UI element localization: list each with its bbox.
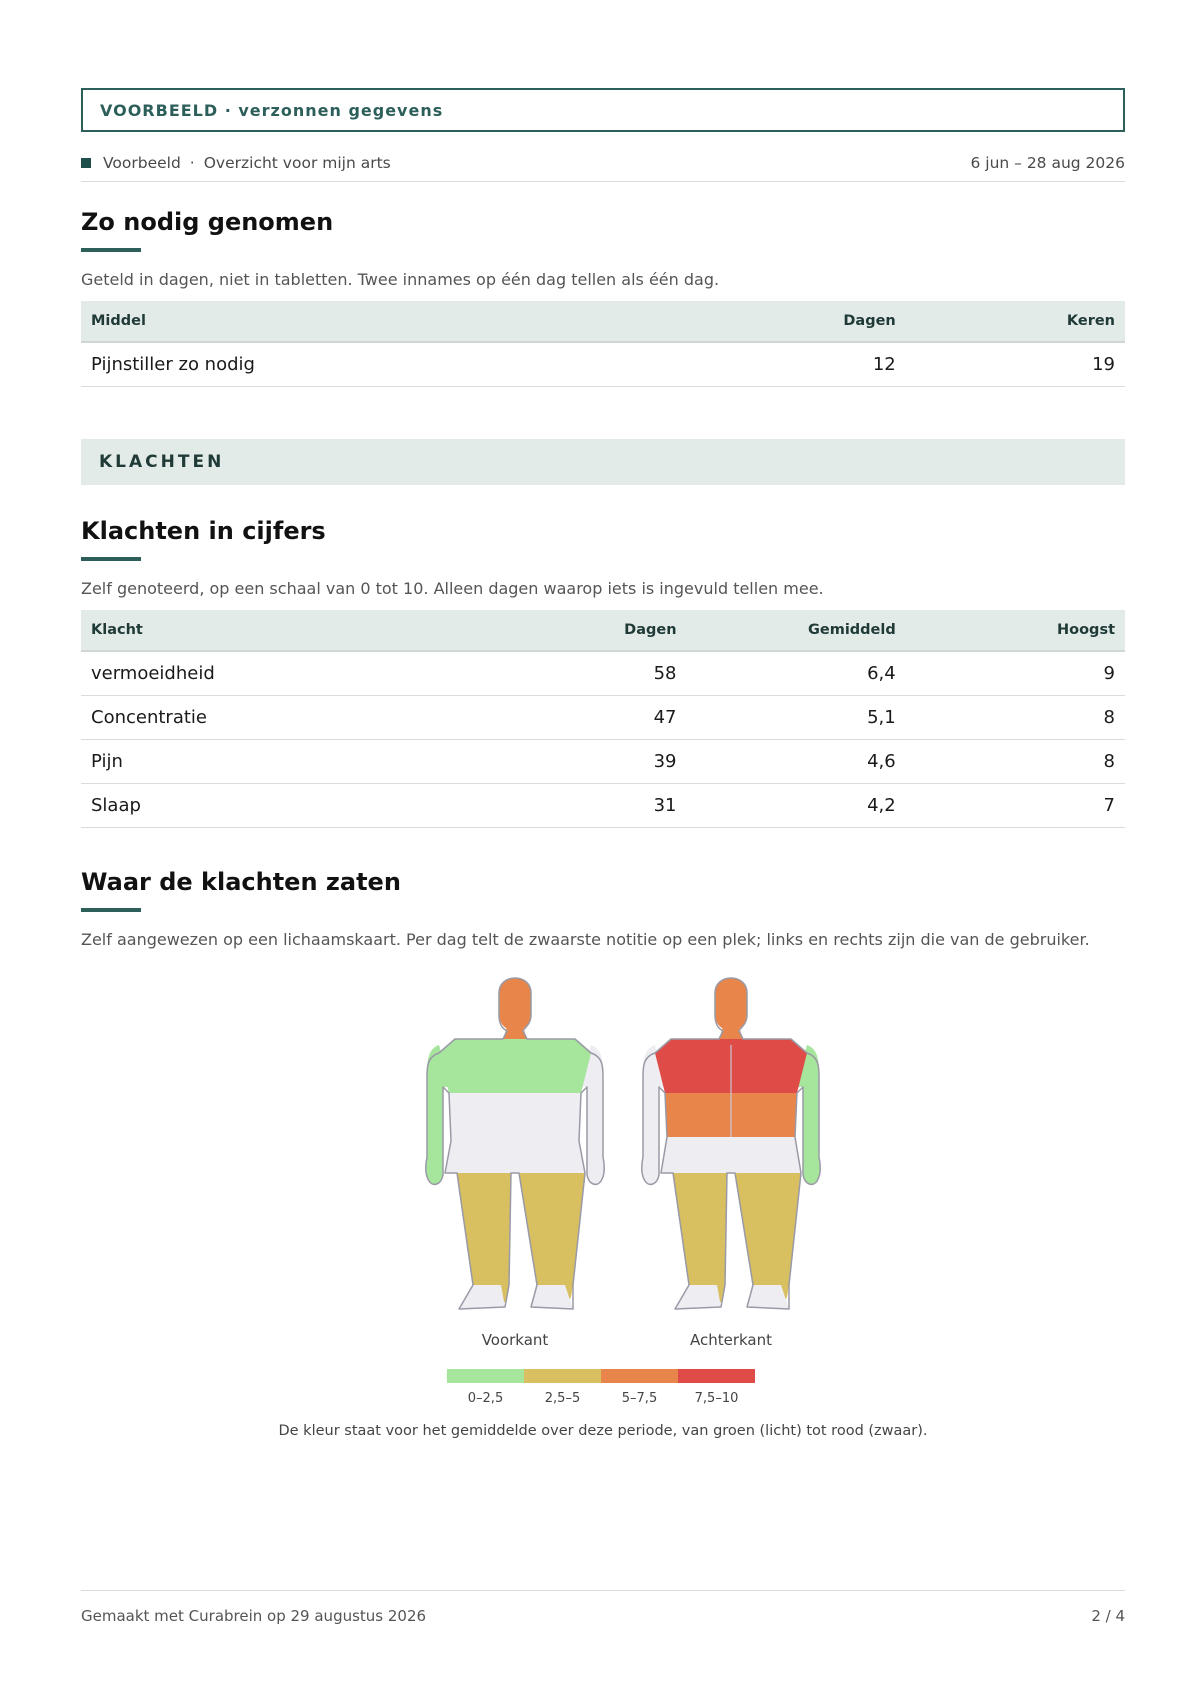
- report-period: 6 jun – 28 aug 2026: [970, 153, 1125, 172]
- section-band-label: KLACHTEN: [99, 452, 225, 472]
- body-map-svg: [81, 967, 1125, 1367]
- days-value: 39: [603, 740, 687, 784]
- legend-color-bar: [447, 1369, 755, 1383]
- times-value: 19: [906, 342, 1125, 387]
- days-value: 12: [822, 342, 906, 387]
- report-meta-bar: [81, 144, 1125, 182]
- page-number: 2 / 4: [1091, 1607, 1125, 1625]
- section-title: Klachten in cijfers: [81, 517, 326, 545]
- table-row: [81, 651, 1125, 696]
- front-view-label: Voorkant: [481, 1331, 549, 1349]
- report-page: [81, 88, 1125, 1457]
- column-header: Klacht: [81, 610, 603, 651]
- column-header: Middel: [81, 301, 822, 342]
- complaints-table: [81, 610, 1125, 828]
- back-view-label: Achterkant: [689, 1331, 773, 1349]
- table-header-row: [81, 610, 1125, 651]
- complaint-name: vermoeidheid: [81, 651, 603, 696]
- complaint-name: Pijn: [81, 740, 603, 784]
- days-value: 58: [603, 651, 687, 696]
- average-value: 6,4: [687, 651, 906, 696]
- average-value: 4,6: [687, 740, 906, 784]
- legend-swatch-moderate: [601, 1369, 678, 1383]
- legend-range-label: 7,5–10: [694, 1391, 739, 1406]
- sample-banner-text: VOORBEELD · verzonnen gegevens: [100, 100, 444, 120]
- front-feet: [459, 1285, 573, 1309]
- section-intro: Zelf aangewezen op een lichaamskaart. Per dag telt de zwaarste notitie op een plek; links en rechts zijn die van de gebruiker.: [81, 930, 1090, 949]
- legend-range-label: 2,5–5: [544, 1391, 581, 1406]
- back-body-figure: [642, 978, 821, 1309]
- column-header: Gemiddeld: [687, 610, 906, 651]
- max-value: 7: [906, 784, 1125, 828]
- max-value: 8: [906, 740, 1125, 784]
- days-value: 47: [603, 696, 687, 740]
- back-head: [715, 978, 747, 1031]
- body-map-figure: [81, 967, 1125, 1457]
- section-title: Zo nodig genomen: [81, 208, 334, 236]
- sample-banner: [81, 88, 1125, 132]
- average-value: 4,2: [687, 784, 906, 828]
- meta-label: Voorbeeld: [103, 153, 181, 172]
- column-header: Keren: [906, 301, 1125, 342]
- front-chest: [439, 1039, 591, 1093]
- front-body-figure: [426, 978, 605, 1309]
- square-bullet-icon: [81, 158, 91, 168]
- footer-generated-text: Gemaakt met Curabrein op 29 augustus 2026: [81, 1607, 427, 1625]
- table-row: [81, 740, 1125, 784]
- meta-separator: ·: [189, 153, 195, 172]
- legend-swatch-light: [447, 1369, 524, 1383]
- back-feet: [675, 1285, 789, 1309]
- meta-subtitle: Overzicht voor mijn arts: [203, 153, 391, 172]
- page-footer: [81, 1590, 1125, 1625]
- table-row: [81, 342, 1125, 387]
- complaint-name: Concentratie: [81, 696, 603, 740]
- front-head: [499, 978, 531, 1031]
- table-header-row: [81, 301, 1125, 342]
- section-intro: Geteld in dagen, niet in tabletten. Twee innames op één dag tellen als één dag.: [81, 270, 720, 289]
- legend-range-label: 5–7,5: [621, 1391, 658, 1406]
- column-header: Dagen: [822, 301, 906, 342]
- complaint-name: Slaap: [81, 784, 603, 828]
- title-underline: [81, 248, 141, 252]
- complaints-section: [81, 517, 1125, 828]
- prn-section: [81, 208, 1125, 387]
- title-underline: [81, 557, 141, 561]
- title-underline: [81, 908, 141, 912]
- front-belly: [445, 1093, 585, 1173]
- column-header: Dagen: [603, 610, 687, 651]
- legend-swatch-mild: [524, 1369, 601, 1383]
- table-row: [81, 696, 1125, 740]
- legend-caption: De kleur staat voor het gemiddelde over deze periode, van groen (licht) tot rood (zwaar).: [278, 1423, 928, 1439]
- average-value: 5,1: [687, 696, 906, 740]
- section-title: Waar de klachten zaten: [81, 868, 401, 896]
- bodymap-section: [81, 868, 1125, 1457]
- prn-table: [81, 301, 1125, 387]
- section-band: [81, 439, 1125, 485]
- max-value: 8: [906, 696, 1125, 740]
- back-buttocks: [661, 1137, 801, 1173]
- section-intro: Zelf genoteerd, op een schaal van 0 tot 10. Alleen dagen waarop iets is ingevuld tellen mee.: [81, 579, 824, 598]
- column-header: Hoogst: [906, 610, 1125, 651]
- severity-legend: [447, 1369, 755, 1406]
- max-value: 9: [906, 651, 1125, 696]
- legend-range-label: 0–2,5: [467, 1391, 504, 1406]
- legend-swatch-severe: [678, 1369, 755, 1383]
- table-row: [81, 784, 1125, 828]
- medication-name: Pijnstiller zo nodig: [81, 342, 822, 387]
- days-value: 31: [603, 784, 687, 828]
